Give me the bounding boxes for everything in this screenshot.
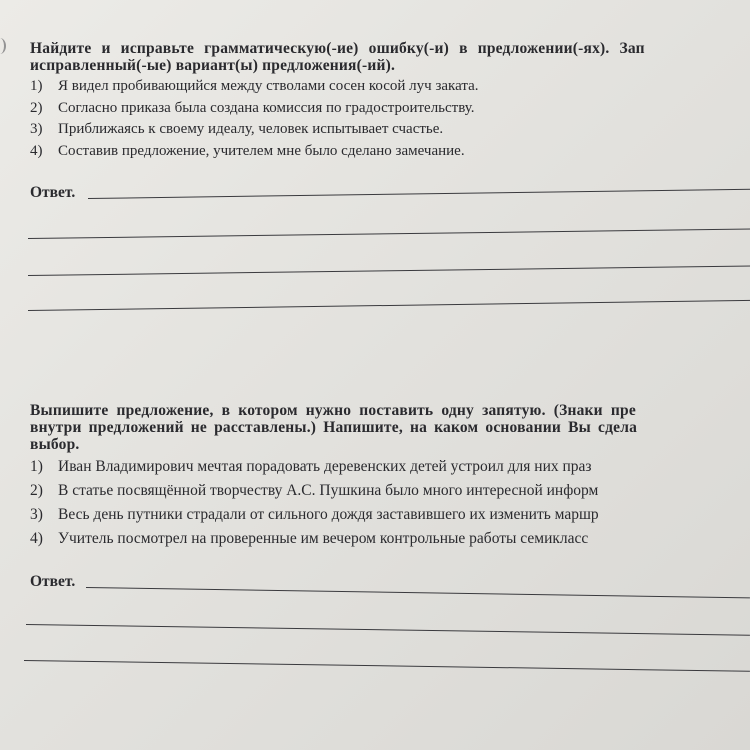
task-1-option [30,76,750,98]
answer-line [86,587,750,598]
answer-label: Ответ. [30,184,76,201]
task-1-answer-area[interactable] [30,184,750,324]
option-text: Я видел пробивающийся между стволами сосен косой луч заката. [58,78,479,94]
task-2-option [30,503,750,527]
option-text: Составив предложение, учителем мне было сделано замечание. [58,142,465,159]
answer-line [24,660,750,672]
task-1-prompt-line: исправленный(-ые) вариант(ы) предложения(-ий). [30,57,396,74]
option-number: 1) [30,78,43,94]
task-2-prompt-line: Выпишите предложение, в котором нужно поставить одну запятую. (Знаки пре [30,402,636,419]
option-number: 2) [30,99,43,116]
option-number: 3) [30,506,43,523]
option-number: 3) [30,121,43,137]
answer-line [28,266,750,276]
task-2-prompt-line: внутри предложений не расставлены.) Напишите, на каком основании Вы сдела [30,419,638,436]
task-1-prompt-line: Найдите и исправьте грамматическую(-ие) ошибку(-и) в предложении(-ях). Зап [30,40,645,57]
task-1 [30,40,750,324]
option-text: В статье посвящённой творчеству А.С. Пушкина было много интересной информ [58,482,599,499]
answer-label: Ответ. [30,573,76,590]
task-2-answer-area[interactable] [30,573,750,683]
option-number: 1) [30,458,43,475]
answer-line [88,189,750,199]
answer-line [28,229,750,239]
task-2-option [30,455,750,479]
option-number: 4) [30,142,43,159]
option-text: Иван Владимирович мечтая порадовать деревенских детей устроил для них праз [58,458,592,475]
task-1-prompt [30,40,750,74]
task-2-options [30,455,750,551]
task-1-option [30,141,750,163]
margin-mark [0,38,6,54]
option-text: Весь день путники страдали от сильного дождя заставившего их изменить маршр [58,506,599,523]
answer-line [26,624,750,636]
task-2 [30,402,750,683]
option-number: 2) [30,482,43,499]
task-1-option [30,98,750,120]
task-2-option [30,527,750,551]
task-1-option [30,119,750,141]
task-1-options [30,76,750,162]
option-text: Согласно приказа была создана комиссия по градостроительству. [58,99,475,116]
option-text: Приближаясь к своему идеалу, человек испытывает счастье. [58,121,444,137]
answer-line [28,300,750,311]
option-text: Учитель посмотрел на проверенные им вечером контрольные работы семикласс [58,530,589,547]
option-number: 4) [30,530,43,547]
task-2-option [30,479,750,503]
task-2-prompt-line: выбор. [30,436,80,453]
task-2-prompt [30,402,750,453]
